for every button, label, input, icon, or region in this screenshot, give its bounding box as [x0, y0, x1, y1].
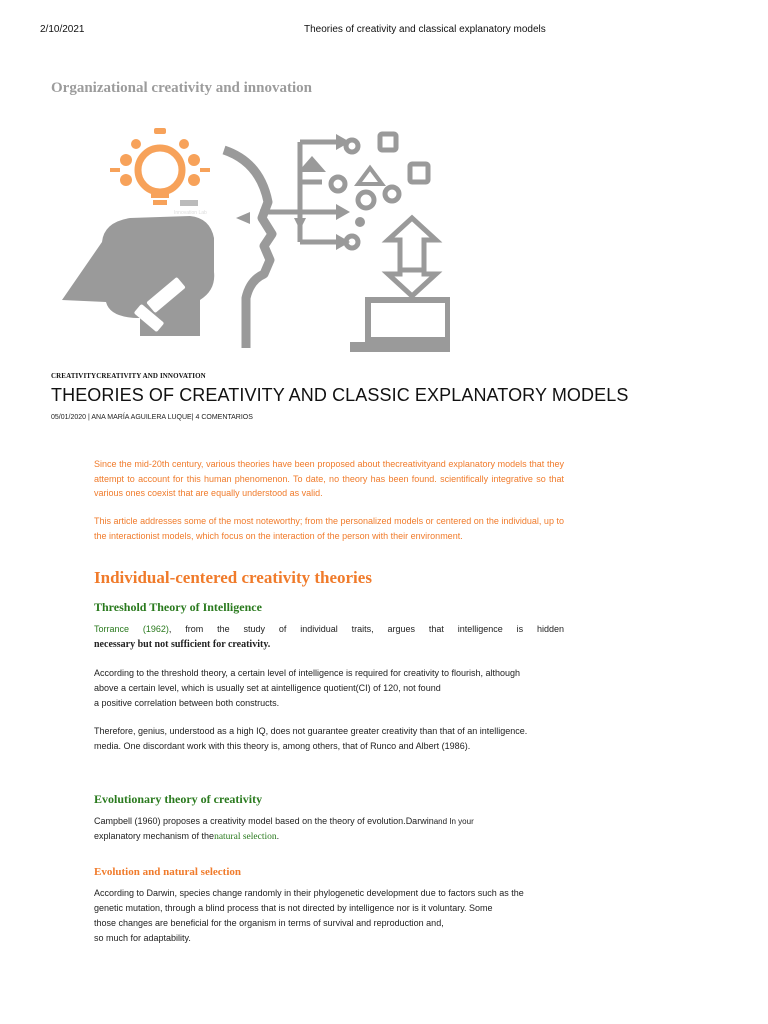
- text-line: those changes are beneficial for the organism in terms of survival and reproduction and,: [94, 918, 444, 928]
- text-line: Therefore, genius, understood as a high IQ, does not guarantee greater creativity than that of an intelligence.: [94, 726, 528, 736]
- face-outline: [224, 150, 272, 348]
- heading-evolution-natural-selection: Evolution and natural selection: [94, 866, 241, 878]
- post-meta: 05/01/2020 | ANA MARÍA AGUILERA LUQUE| 4 COMENTARIOS: [51, 414, 253, 421]
- darwin-text: Darwin: [405, 816, 434, 826]
- watermark: Innovation Lab: [174, 210, 207, 216]
- double-arrow-icon: [388, 218, 436, 296]
- print-header: [0, 24, 768, 38]
- print-title: Theories of creativity and classical explanatory models: [304, 24, 546, 35]
- torrance-end: .: [267, 639, 271, 650]
- torrance-bold-line: [94, 637, 564, 652]
- head-silhouette: [62, 216, 214, 336]
- campbell-small-text: and In your: [433, 817, 474, 826]
- laptop-icon: [350, 300, 450, 352]
- text-line: so much for adaptability.: [94, 933, 191, 943]
- torrance-bold: necessary but not sufficient for creativity: [94, 639, 268, 650]
- paragraph-threshold: [94, 666, 564, 711]
- heading-threshold-theory: Threshold Theory of Intelligence: [94, 600, 262, 614]
- campbell-line-1: [94, 814, 564, 829]
- text-line: a positive correlation between both constructs.: [94, 698, 280, 708]
- print-date: 2/10/2021: [40, 24, 85, 35]
- text-line: above a certain level, which is usually set at aintelligence quotient(CI) of 120, not found: [94, 683, 441, 693]
- post-title: THEORIES OF CREATIVITY AND CLASSIC EXPLANATORY MODELS: [51, 385, 629, 405]
- campbell-text: Campbell (1960) proposes a creativity model based on the theory of evolution.: [94, 816, 406, 826]
- text-line: According to the threshold theory, a certain level of intelligence is required for creativity to flourish, although: [94, 668, 521, 678]
- intro-paragraph-2: This article addresses some of the most noteworthy; from the personalized models or centered on the individual, up to the interactionist models, which focus on the interaction of the person with their environment.: [94, 516, 564, 541]
- site-title[interactable]: Organizational creativity and innovation: [51, 80, 312, 96]
- campbell-text-2: explanatory mechanism of the: [94, 831, 215, 841]
- intro-paragraph-1: Since the mid-20th century, various theories have been proposed about thecreativityand explanatory models that they attempt to account for this human phenomenon. To date, no theory has been found. scientifically integrative so that various ones coexist that are equally understood as valid.: [94, 459, 564, 498]
- heading-evolutionary-theory: Evolutionary theory of creativity: [94, 792, 263, 806]
- torrance-text: , from the study of individual traits, argues that intelligence is hidden: [168, 624, 564, 634]
- torrance-line: [94, 622, 564, 637]
- paragraph-genius: [94, 724, 564, 754]
- watermark-bar: [180, 200, 198, 206]
- torrance-link[interactable]: Torrance (1962): [94, 624, 169, 634]
- campbell-line-2: [94, 829, 564, 845]
- geometric-shapes: [331, 140, 399, 248]
- hero-illustration: [50, 122, 450, 362]
- campbell-end: .: [276, 831, 280, 841]
- paragraph-darwin: [94, 886, 578, 946]
- text-line: genetic mutation, through a blind process that is not directed by intelligence nor is it voluntary. Some: [94, 903, 493, 913]
- post-category[interactable]: CREATIVITYCREATIVITY AND INNOVATION: [51, 372, 206, 380]
- section-heading-individual: Individual-centered creativity theories: [94, 568, 372, 587]
- text-line: media. One discordant work with this theory is, among others, that of Runco and Albert (1986).: [94, 741, 471, 751]
- text-line: According to Darwin, species change randomly in their phylogenetic development due to factors such as the: [94, 888, 524, 898]
- natural-selection-link[interactable]: natural selection: [214, 832, 277, 842]
- paragraph-torrance: [94, 622, 564, 652]
- paragraph-campbell: [94, 814, 564, 845]
- lightbulb-icon: [110, 128, 210, 205]
- creativity-head-illustration: [50, 122, 450, 362]
